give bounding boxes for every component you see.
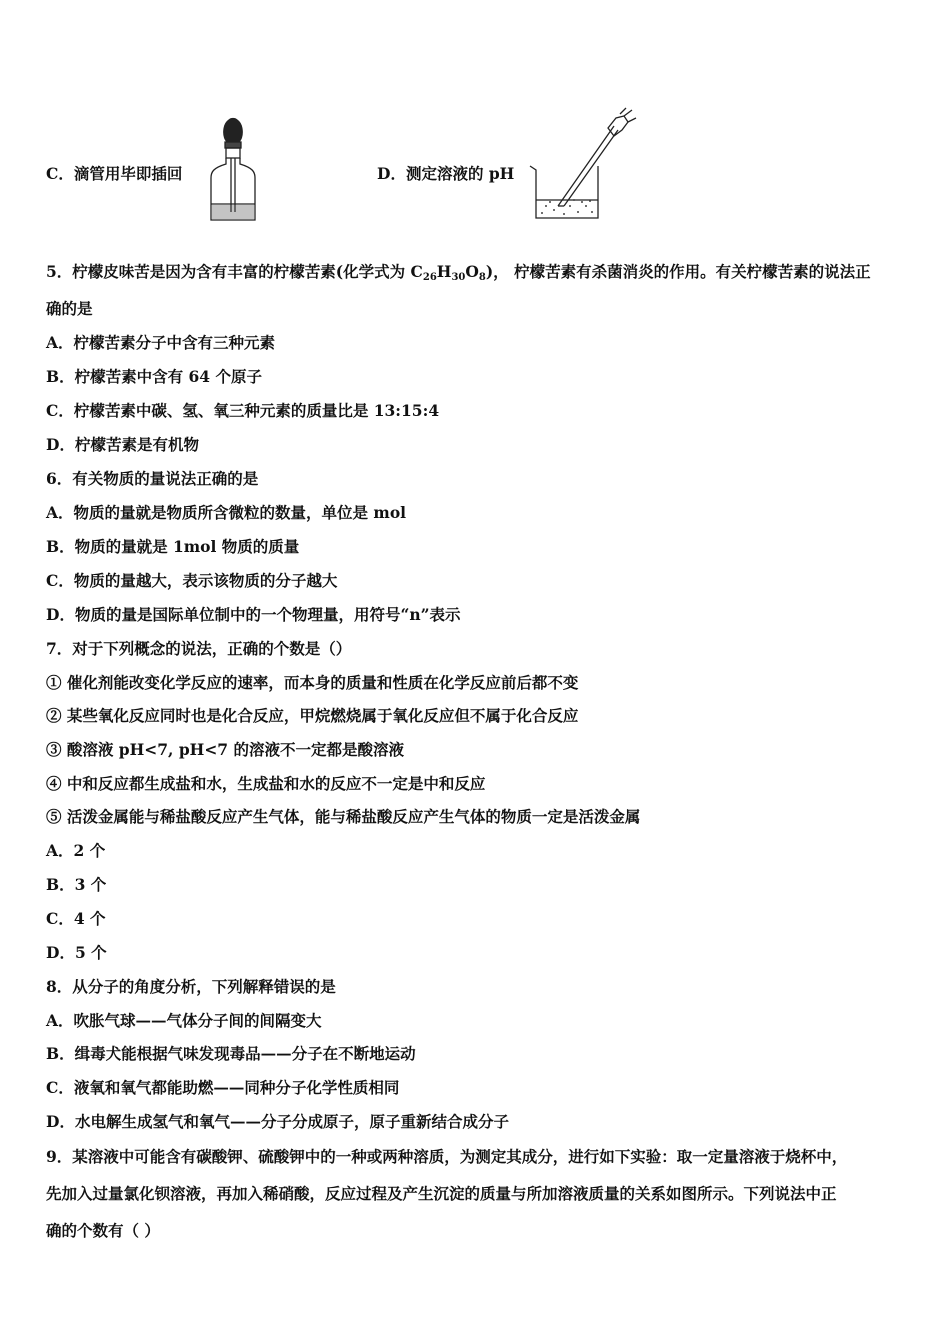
q6-option-b: B．物质的量就是 1mol 物质的质量 bbox=[46, 537, 300, 556]
q5-option-d: D．柠檬苦素是有机物 bbox=[46, 435, 199, 454]
q5-option-a: A．柠檬苦素分子中含有三种元素 bbox=[46, 333, 276, 352]
q7-option-b: B．3 个 bbox=[46, 875, 107, 894]
q7-statement-3: ③ 酸溶液 pH<7, pH<7 的溶液不一定都是酸溶液 bbox=[46, 740, 404, 759]
q9-stem-line2: 先加入过量氯化钡溶液，再加入稀硝酸，反应过程及产生沉淀的质量与所加溶液质量的关系如图所示。下列说法中正 bbox=[46, 1184, 837, 1203]
q5-option-b: B．柠檬苦素中含有 64 个原子 bbox=[46, 367, 262, 386]
q8-option-d: D．水电解生成氢气和氧气——分子分成原子，原子重新结合成分子 bbox=[46, 1112, 509, 1131]
q6-option-a: A．物质的量就是物质所含微粒的数量，单位是 mol bbox=[46, 503, 407, 522]
q7-stem: 7．对于下列概念的说法，正确的个数是（） bbox=[46, 639, 352, 658]
q7-option-a: A．2 个 bbox=[46, 841, 106, 860]
option-d-ph-test: D．测定溶液的 pH bbox=[377, 164, 515, 183]
q6-stem: 6．有关物质的量说法正确的是 bbox=[46, 469, 259, 488]
q7-statement-2: ② 某些氧化反应同时也是化合反应，甲烷燃烧属于氧化反应但不属于化合反应 bbox=[46, 706, 579, 725]
q7-option-c: C．4 个 bbox=[46, 909, 106, 928]
q6-option-c: C．物质的量越大，表示该物质的分子越大 bbox=[46, 571, 338, 590]
q5-stem-line2: 确的是 bbox=[46, 299, 93, 318]
q8-option-c: C．液氧和氧气都能助燃——同种分子化学性质相同 bbox=[46, 1078, 400, 1097]
q5-stem: 5．柠檬皮味苦是因为含有丰富的柠檬苦素(化学式为 $C_{26}H_{30}O_8$)， 柠檬苦素有杀菌消炎的作用。有关柠檬苦素的说法正 bbox=[46, 262, 871, 283]
q6-option-d: D．物质的量是国际单位制中的一个物理量，用符号“n”表示 bbox=[46, 605, 461, 624]
q8-stem: 8．从分子的角度分析，下列解释错误的是 bbox=[46, 977, 336, 996]
q7-statement-5: ⑤ 活泼金属能与稀盐酸反应产生气体，能与稀盐酸反应产生气体的物质一定是活泼金属 bbox=[46, 807, 641, 826]
q9-stem-line3: 确的个数有（ ） bbox=[46, 1221, 160, 1240]
q7-option-d: D．5 个 bbox=[46, 943, 107, 962]
q9-stem-line1: 9．某溶液中可能含有碳酸钾、硫酸钾中的一种或两种溶质，为测定其成分，进行如下实验：取一定量溶液于烧杯中， bbox=[46, 1147, 848, 1166]
q5-option-c: C．柠檬苦素中碳、氢、氧三种元素的质量比是 13:15:4 bbox=[46, 401, 440, 420]
q8-option-a: A．吹胀气球——气体分子间的间隔变大 bbox=[46, 1011, 322, 1030]
q7-statement-4: ④ 中和反应都生成盐和水，生成盐和水的反应不一定是中和反应 bbox=[46, 774, 486, 793]
dropper-bottle-figure bbox=[203, 116, 263, 226]
option-c-dropper: C．滴管用毕即插回 bbox=[46, 164, 183, 183]
q7-statement-1: ① 催化剂能改变化学反应的速率，而本身的质量和性质在化学反应前后都不变 bbox=[46, 673, 579, 692]
q8-option-b: B．缉毒犬能根据气味发现毒品——分子在不断地运动 bbox=[46, 1044, 416, 1063]
beaker-ph-figure bbox=[524, 106, 642, 224]
